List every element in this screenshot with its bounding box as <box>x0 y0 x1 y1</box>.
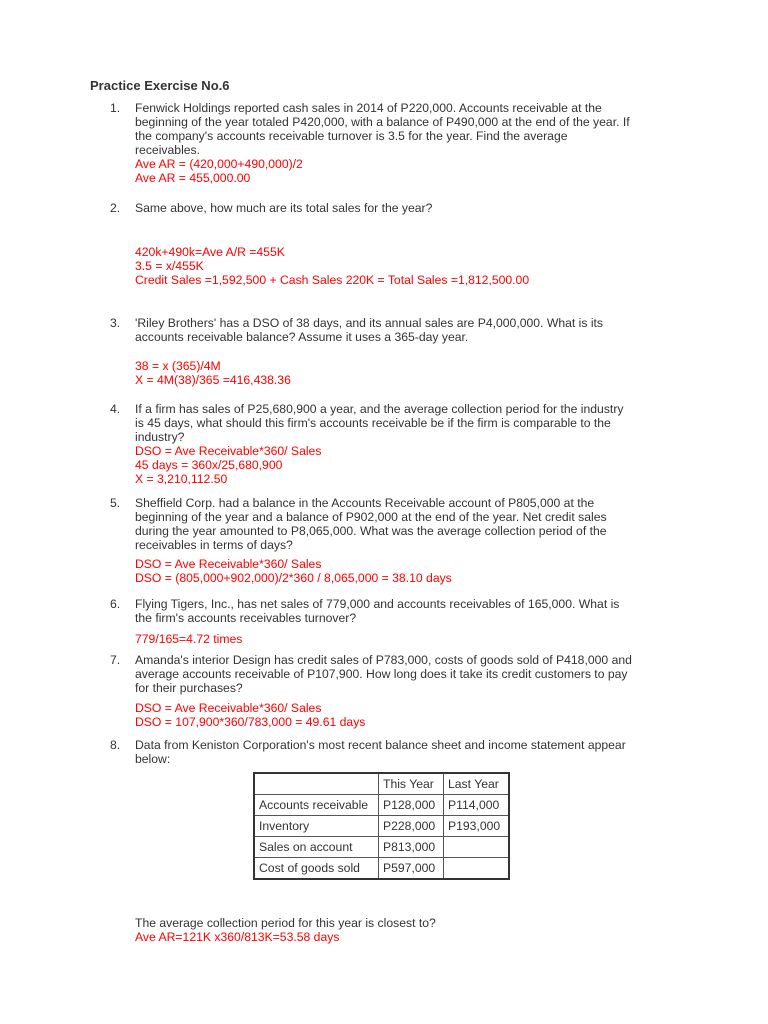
answer-line: 45 days = 360x/25,680,900 <box>135 458 283 472</box>
answer-line: 38 = x (365)/4M <box>135 359 221 373</box>
table-cell: Inventory <box>254 816 379 837</box>
question-line: Sheffield Corp. had a balance in the Accounts Receivable account of P805,000 at the <box>135 496 595 510</box>
table-cell: Accounts receivable <box>254 795 379 816</box>
answer-4 <box>135 444 321 486</box>
table-header-cell <box>254 773 379 795</box>
answer-line: Credit Sales =1,592,500 + Cash Sales 220K = Total Sales =1,812,500.00 <box>135 273 530 287</box>
question-line: beginning of the year and a balance of P902,000 at the end of the year. Net credit sales <box>135 510 607 524</box>
table-row <box>254 837 509 858</box>
question-line: Flying Tigers, Inc., has net sales of 779,000 and accounts receivables of 165,000. What is <box>135 597 620 611</box>
table-cell: P128,000 <box>379 795 444 816</box>
question-line: 'Riley Brothers' has a DSO of 38 days, and its annual sales are P4,000,000. What is its <box>135 316 604 330</box>
answer-6 <box>135 632 242 646</box>
answer-5 <box>135 557 452 585</box>
question-line: Fenwick Holdings reported cash sales in 2014 of P220,000. Accounts receivable at the <box>135 101 602 115</box>
question-4 <box>110 402 675 444</box>
question-line: Data from Keniston Corporation's most recent balance sheet and income statement appear <box>135 738 626 752</box>
question-line: the firm's accounts receivables turnover? <box>135 611 357 625</box>
question-line: accounts receivable balance? Assume it uses a 365-day year. <box>135 330 469 344</box>
table-cell: P114,000 <box>444 795 510 816</box>
question-line: beginning of the year totaled P420,000, with a balance of P490,000 at the end of the year. If <box>135 115 630 129</box>
table-header-cell: Last Year <box>444 773 510 795</box>
table-header-row <box>254 773 509 795</box>
table-cell: P813,000 <box>379 837 444 858</box>
question-line: Same above, how much are its total sales for the year? <box>135 201 433 215</box>
table-header-cell: This Year <box>379 773 444 795</box>
table-cell: P597,000 <box>379 858 444 880</box>
balance-sheet-table <box>253 772 510 880</box>
question-number: 4. <box>110 402 121 416</box>
table-row <box>254 858 509 880</box>
table-cell: P193,000 <box>444 816 510 837</box>
answer-line: 3.5 = x/455K <box>135 259 204 273</box>
table-cell: Sales on account <box>254 837 379 858</box>
answer-line: 420k+490k=Ave A/R =455K <box>135 245 285 259</box>
question-number: 1. <box>110 101 121 115</box>
question-8 <box>110 738 675 766</box>
question-line: for their purchases? <box>135 681 243 695</box>
answer-7 <box>135 701 365 729</box>
answer-line: DSO = Ave Receivable*360/ Sales <box>135 557 322 571</box>
question-line: the company's accounts receivable turnover is 3.5 for the year. Find the average <box>135 129 568 143</box>
question-line: receivables. <box>135 143 201 157</box>
question-1 <box>110 101 675 157</box>
question-2 <box>110 201 675 215</box>
question-line: average accounts receivable of P107,900. How long does it take its credit customers to pay <box>135 667 628 681</box>
question-number: 8. <box>110 738 121 752</box>
table-row <box>254 816 509 837</box>
answer-3 <box>135 359 291 387</box>
question-number: 3. <box>110 316 121 330</box>
question-number: 7. <box>110 653 121 667</box>
question-line: is 45 days, what should this firm's accounts receivable be if the firm is comparable to the <box>135 416 611 430</box>
answer-line: DSO = Ave Receivable*360/ Sales <box>135 701 322 715</box>
question-number: 5. <box>110 496 121 510</box>
answer-2 <box>135 245 529 287</box>
answer-line: Ave AR = 455,000.00 <box>135 171 251 185</box>
question-line: If a firm has sales of P25,680,900 a year, and the average collection period for the industry <box>135 402 624 416</box>
question-3 <box>110 316 675 344</box>
question-number: 2. <box>110 201 121 215</box>
answer-line: X = 3,210,112.50 <box>135 472 228 486</box>
answer-line: X = 4M(38)/365 =416,438.36 <box>135 373 291 387</box>
final-answer: Ave AR=121K x360/813K=53.58 days <box>135 930 340 944</box>
page-title: Practice Exercise No.6 <box>90 78 230 93</box>
table-cell <box>444 837 510 858</box>
question-line: Amanda's interior Design has credit sales of P783,000, costs of goods sold of P418,000 and <box>135 653 632 667</box>
answer-line: 779/165=4.72 times <box>135 632 243 646</box>
question-line: receivables in terms of days? <box>135 538 293 552</box>
final-question: The average collection period for this year is closest to? <box>135 916 436 930</box>
question-7 <box>110 653 675 695</box>
question-6 <box>110 597 675 625</box>
question-5 <box>110 496 675 552</box>
answer-line: DSO = (805,000+902,000)/2*360 / 8,065,000 = 38.10 days <box>135 571 452 585</box>
table-cell: P228,000 <box>379 816 444 837</box>
question-line: during the year amounted to P8,065,000. What was the average collection period of the <box>135 524 607 538</box>
question-line: below: <box>135 752 171 766</box>
answer-line: DSO = Ave Receivable*360/ Sales <box>135 444 322 458</box>
table-row <box>254 795 509 816</box>
question-line: industry? <box>135 430 185 444</box>
question-number: 6. <box>110 597 121 611</box>
answer-line: Ave AR = (420,000+490,000)/2 <box>135 157 303 171</box>
answer-1 <box>135 157 303 185</box>
table-cell <box>444 858 510 880</box>
answer-line: DSO = 107,900*360/783,000 = 49.61 days <box>135 715 366 729</box>
table-cell: Cost of goods sold <box>254 858 379 880</box>
